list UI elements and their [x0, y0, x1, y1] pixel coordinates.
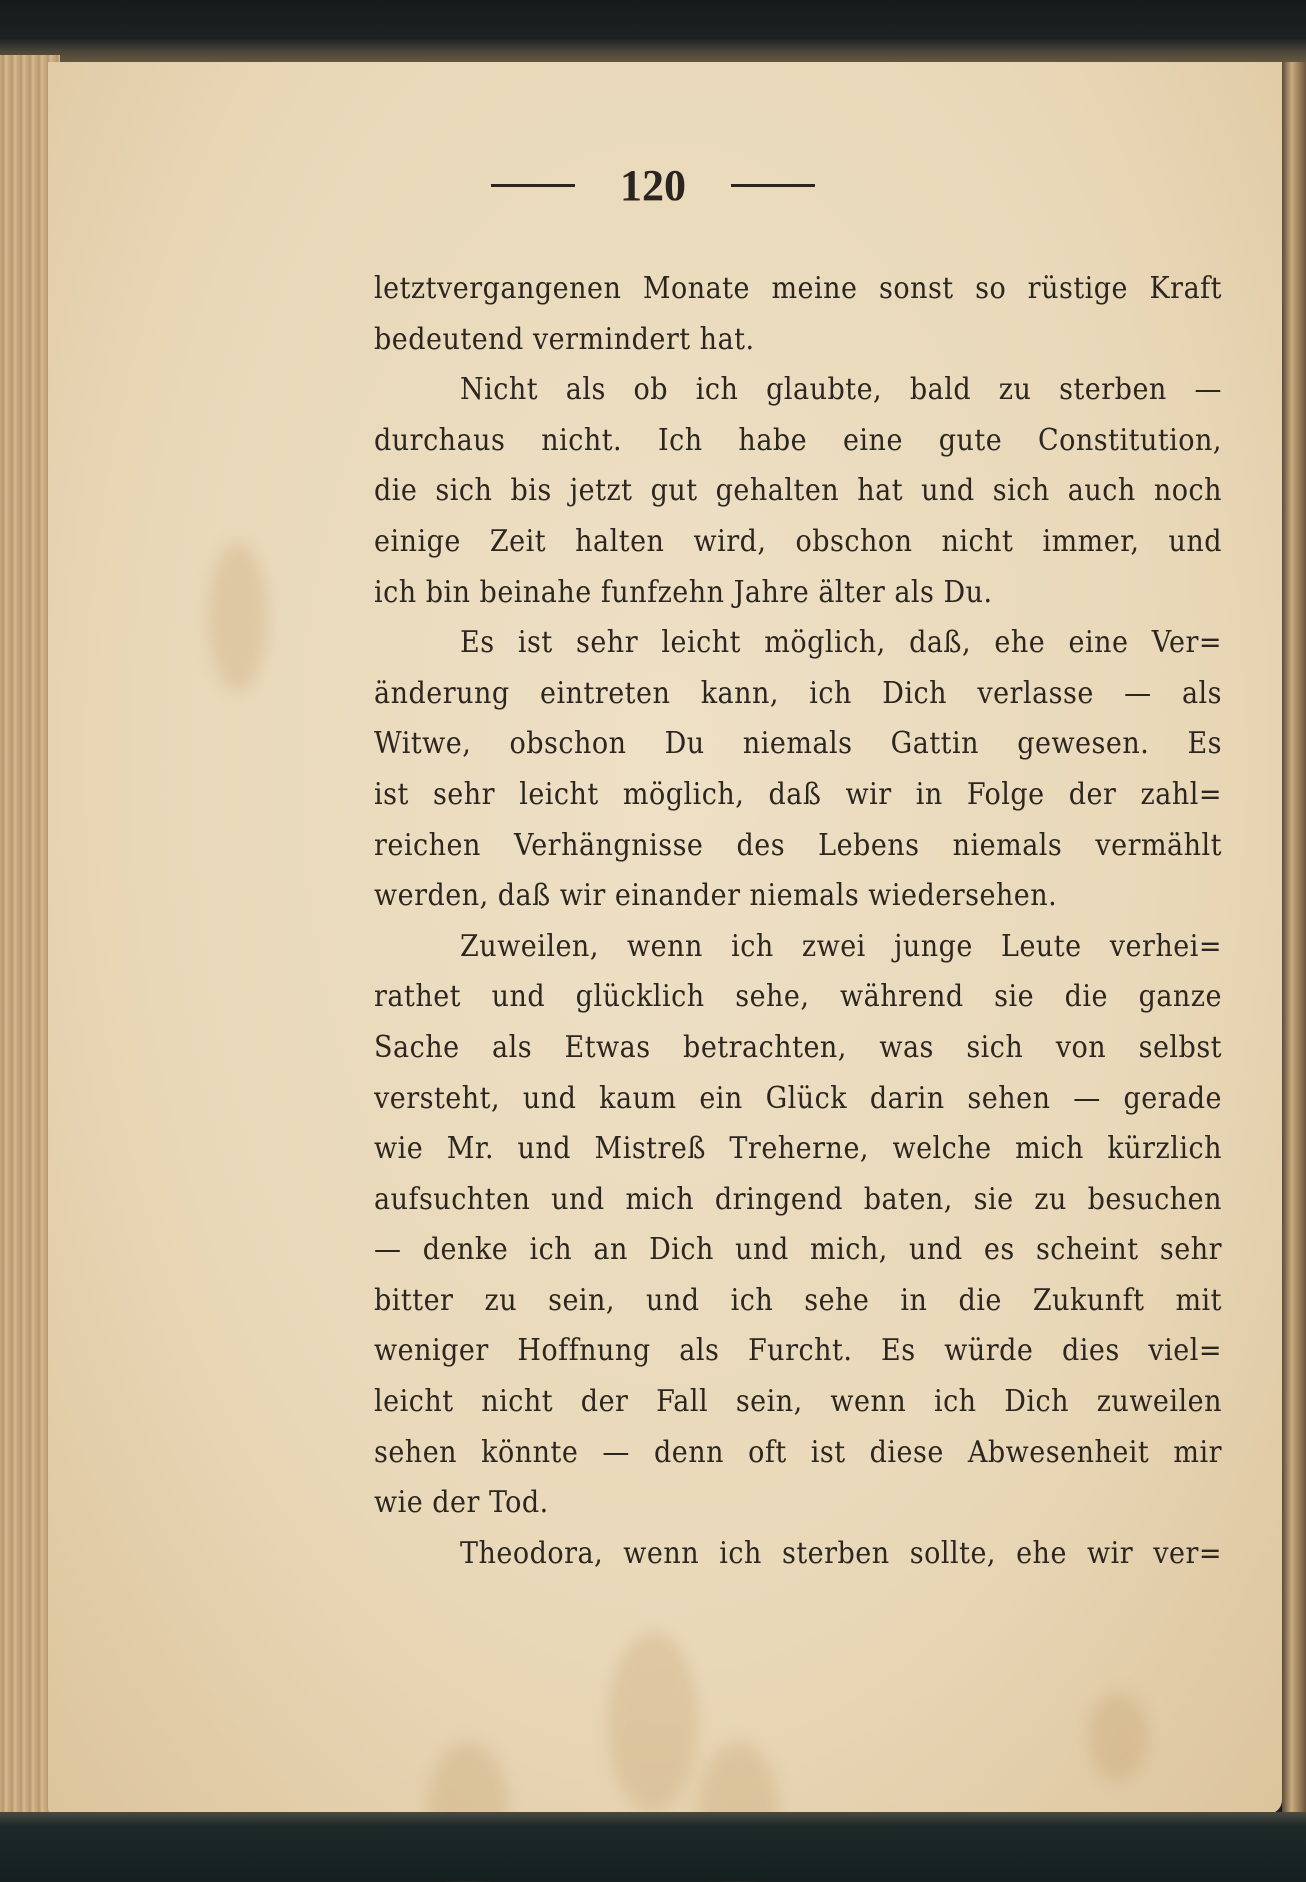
text-line: bedeutend vermindert hat.	[374, 321, 755, 357]
text-line: Theodora, wenn ich sterben sollte, ehe wir ver=	[460, 1535, 1222, 1571]
text-line: bitter zu sein, und ich sehe in die Zukunft mit	[374, 1282, 1222, 1318]
text-line: einige Zeit halten wird, obschon nicht immer, und	[374, 523, 1222, 559]
text-line: wie Mr. und Mistreß Treherne, welche mich kürzlich	[374, 1131, 1222, 1167]
text-line: reichen Verhängnisse des Lebens niemals vermählt	[374, 827, 1222, 863]
text-line: wie der Tod.	[374, 1485, 549, 1521]
page-right-edge	[1282, 62, 1306, 1814]
text-line: Es ist sehr leicht möglich, daß, ehe eine Ver=	[460, 625, 1222, 661]
paper-stain	[1088, 1692, 1148, 1782]
text-line: die sich bis jetzt gut gehalten hat und sich auch noch	[374, 473, 1222, 509]
text-line: Sache als Etwas betrachten, was sich von selbst	[374, 1029, 1222, 1065]
text-line: Nicht als ob ich glaubte, bald zu sterben —	[460, 372, 1222, 408]
book-cover-top	[0, 0, 1306, 64]
text-line: werden, daß wir einander niemals wiedersehen.	[374, 878, 1058, 914]
page-number: 120	[620, 161, 686, 210]
book-cover-bottom	[0, 1812, 1306, 1881]
body-text	[374, 264, 1222, 1579]
header-dash-left	[491, 184, 575, 187]
text-line: Witwe, obschon Du niemals Gattin gewesen. Es	[374, 726, 1222, 762]
text-line: letztvergangenen Monate meine sonst so rüstige Kraft	[374, 271, 1222, 306]
page-header	[0, 160, 1306, 211]
text-line: — denke ich an Dich und mich, und es scheint sehr	[374, 1232, 1222, 1268]
text-line: weniger Hoffnung als Furcht. Es würde dies viel=	[374, 1333, 1222, 1369]
text-line: ich bin beinahe funfzehn Jahre älter als Du.	[374, 574, 993, 610]
text-line: rathet und glücklich sehe, während sie die ganze	[374, 979, 1222, 1015]
header-dash-right	[731, 184, 815, 187]
text-line: aufsuchten und mich dringend baten, sie zu besuchen	[374, 1181, 1222, 1217]
text-line: durchaus nicht. Ich habe eine gute Constitution,	[374, 422, 1222, 458]
text-line: versteht, und kaum ein Glück darin sehen — gerade	[374, 1080, 1222, 1116]
paper-stain	[208, 542, 268, 692]
text-line: leicht nicht der Fall sein, wenn ich Dich zuweilen	[374, 1384, 1222, 1420]
text-line: sehen könnte — denn oft ist diese Abwesenheit mir	[374, 1434, 1222, 1470]
text-line: ist sehr leicht möglich, daß wir in Folge der zahl=	[374, 776, 1222, 812]
text-line: änderung eintreten kann, ich Dich verlasse — als	[374, 675, 1222, 711]
text-line: Zuweilen, wenn ich zwei junge Leute verhei=	[460, 928, 1222, 964]
paper-stain	[608, 1632, 698, 1812]
